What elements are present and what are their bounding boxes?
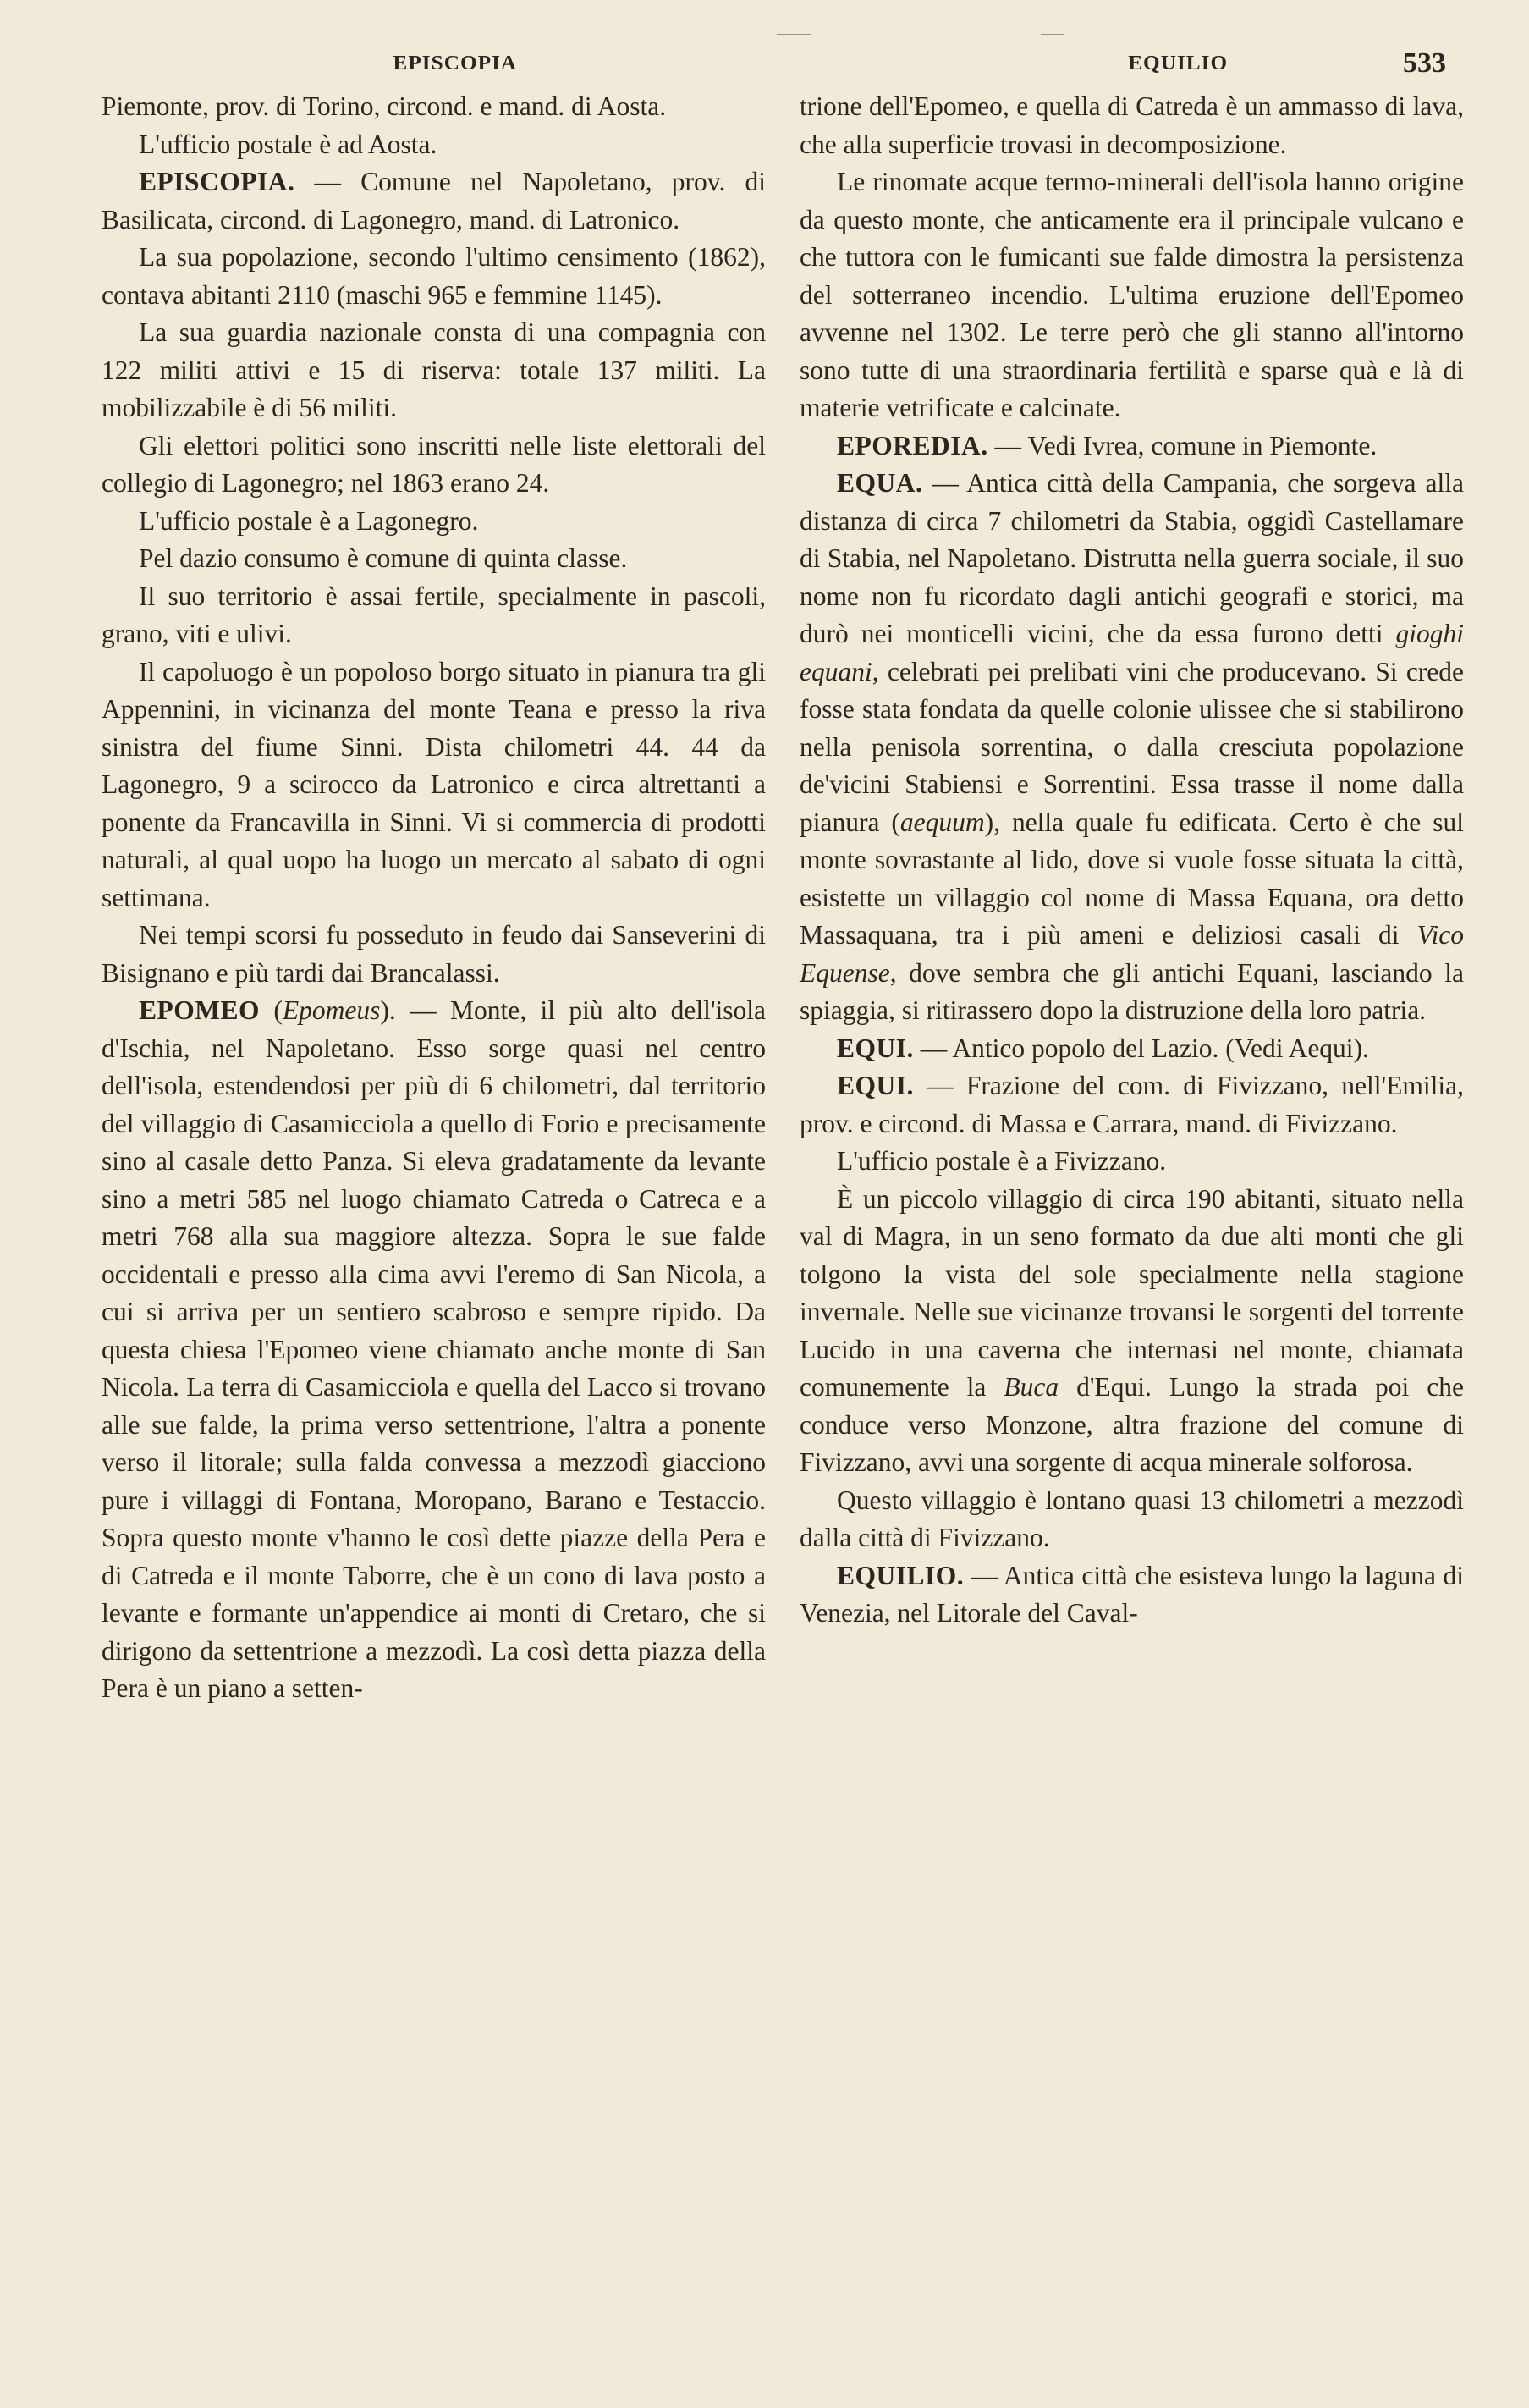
entry-equilio (800, 1557, 1464, 1633)
paragraph (800, 1181, 1464, 1482)
paragraph: Pel dazio consumo è comune di quinta classe. (139, 543, 628, 573)
entry-text: d'Equi. Lungo la strada poi che conduce verso Monzone, altra frazione del comune di Fivizzano, avvi una sorgente di acqua minerale solforosa. (800, 1372, 1464, 1477)
entry-text: — Vedi Ivrea, comune in Piemonte. (987, 430, 1378, 460)
entry-equa (800, 465, 1464, 1030)
entry-eporedia (800, 427, 1464, 466)
entry-headword: EQUA. (837, 468, 923, 498)
entry-headword: EPOREDIA. (837, 430, 988, 460)
italic-term: gioghi equani (800, 619, 1464, 686)
paragraph: Il suo territorio è assai fertile, specialmente in pascoli, grano, viti e ulivi. (102, 581, 766, 648)
entry-text: ), nella quale fu edificata. Certo è che sul monte sovrastante al lido, dove si vuole fosse situata la città, esistette un villaggio col nome di Massa Equana, ora detto Massaquana, tra i più ameni e deliziosi casali di (800, 807, 1464, 950)
entry-text: — Antica città della Campania, che sorgeva alla distanza di circa 7 chilometri da Stabia, oggidì Castellamare di Stabia, nel Napoletano. Distrutta nella guerra sociale, il suo nome non fu ricordato dagli antichi geografi e storici, ma durò nei monticelli vicini, che da essa furono detti (800, 468, 1464, 648)
entry-text: ( (260, 995, 283, 1025)
entry-text: — Comune nel Napoletano, prov. di Basilicata, circond. di Lagonegro, mand. di Latronico. (102, 167, 766, 234)
entry-text: È un piccolo villaggio di circa 190 abitanti, situato nella val di Magra, in un seno formato da due alti monti che gli tolgono la vista del sole specialmente nella stagione invernale. Nelle sue vicinanze trovansi le sorgenti del torrente Lucido in una caverna che internasi nel monte, chiamata comunemente la (800, 1183, 1464, 1402)
entry-headword: EQUI. (837, 1033, 914, 1063)
top-rule-mark (1041, 34, 1064, 35)
entry-headword: EPISCOPIA. (139, 167, 295, 196)
page-number: 533 (1403, 47, 1446, 79)
italic-term: aequum (899, 807, 985, 837)
entry-text: — Antico popolo del Lazio. (Vedi Aequi). (913, 1033, 1369, 1063)
latin-name: Epomeus (282, 995, 381, 1025)
left-column (102, 88, 766, 1708)
italic-term: Vico Equense (800, 920, 1464, 988)
entry-headword: EQUI. (837, 1071, 914, 1100)
paragraph: Nei tempi scorsi fu posseduto in feudo dai Sanseverini di Bisignano e più tardi dai Brancalassi. (102, 920, 766, 988)
entry-equi-people (800, 1030, 1464, 1068)
paragraph: La sua popolazione, secondo l'ultimo censimento (1862), contava abitanti 2110 (maschi 965 e femmine 1145). (102, 242, 766, 310)
entry-episcopia (102, 163, 766, 239)
entry-text: — Frazione del com. di Fivizzano, nell'Emilia, prov. e circond. di Massa e Carrara, mand. di Fivizzano. (800, 1071, 1464, 1138)
entry-equi-frazione (800, 1067, 1464, 1143)
entry-text: — Antica città che esisteva lungo la laguna di Venezia, nel Litorale del Caval- (800, 1560, 1464, 1628)
paragraph: Questo villaggio è lontano quasi 13 chilometri a mezzodì dalla città di Fivizzano. (800, 1485, 1464, 1552)
paragraph: L'ufficio postale è a Lagonegro. (139, 505, 479, 536)
entry-text: , dove sembra che gli antichi Equani, lasciando la spiaggia, si ritirassero dopo la distruzione della loro patria. (800, 957, 1464, 1025)
entry-text: ). — Monte, il più alto dell'isola d'Ischia, nel Napoletano. Esso sorge quasi nel centro dell'isola, estendendosi per più di 6 chilometri, dal territorio del villaggio di Casamicciola a quello di Forio e precisamente sino al casale detto Panza. Si eleva gradatamente da levante sino a metri 585 nel luogo chiamato Catreda o Catreca e a metri 768 alla sua maggiore altezza. Sopra le sue falde occidentali e presso alla cima avvi l'eremo di San Nicola, a cui si arriva per un sentiero scabroso e sempre ripido. Da questa chiesa l'Epomeo viene chiamato anche monte di San Nicola. La terra di Casamicciola e quella del Lacco si trovano alle sue falde, la prima verso settentrione, l'altra a ponente verso il litorale; sulla falda convessa a mezzodì giacciono pure i villaggi di Fontana, Moropano, Barano e Testaccio. Sopra questo monte v'hanno le così dette piazze della Pera e di Catreda e il monte Taborre, che è un cono di lava posto a levante e formante un'appendice ai monti di Cretaro, che si dirigono da settentrione a mezzodì. La così detta piazza della Pera è un piano a setten- (102, 995, 766, 1703)
paragraph: Il capoluogo è un popoloso borgo situato in pianura tra gli Appennini, in vicinanza del monte Teana e presso la riva sinistra del fiume Sinni. Dista chilometri 44. 44 da Lagonegro, 9 a scirocco da Latronico e circa altrettanti a ponente da Francavilla in Sinni. Vi si commercia di prodotti naturali, al qual uopo ha luogo un mercato al sabato di ogni settimana. (102, 656, 766, 912)
running-head-left: EPISCOPIA (393, 52, 518, 74)
running-head-right: EQUILIO (1128, 52, 1229, 74)
entry-headword: EQUILIO. (837, 1560, 965, 1590)
paragraph: trione dell'Epomeo, e quella di Catreda è un ammasso di lava, che alla superficie trovasi in decomposizione. (800, 91, 1464, 159)
paragraph: L'ufficio postale è a Fivizzano. (837, 1146, 1167, 1176)
paragraph: Gli elettori politici sono inscritti nelle liste elettorali del collegio di Lagonegro; nel 1863 erano 24. (102, 430, 766, 498)
paragraph: L'ufficio postale è ad Aosta. (139, 129, 437, 159)
top-rule-mark (777, 34, 811, 35)
italic-term: Buca (1004, 1372, 1059, 1402)
entry-headword: EPOMEO (139, 995, 260, 1025)
right-column (800, 88, 1464, 1633)
paragraph: La sua guardia nazionale consta di una compagnia con 122 militi attivi e 15 di riserva: totale 137 militi. La mobilizzabile è di 56 militi. (102, 317, 766, 422)
paragraph: Le rinomate acque termo-minerali dell'isola hanno origine da questo monte, che anticamente era il principale vulcano e che tuttora con le fumicanti sue falde dimostra la persistenza del sotterraneo incendio. L'ultima eruzione dell'Epomeo avvenne nel 1302. Le terre però che gli stanno all'intorno sono tutte di una straordinaria fertilità e sparse quà e là di materie vetrificate e calcinate. (800, 167, 1464, 422)
entry-text: , celebrati pei prelibati vini che producevano. Si crede fosse stata fondata da quelle colonie ulissee che si stabilirono nella penisola sorrentina, o dalla cresciuta popolazione de'vicini Stabiensi e Sorrentini. Essa trasse il nome dalla pianura ( (800, 656, 1464, 837)
entry-epomeo (102, 992, 766, 1708)
paragraph: Piemonte, prov. di Torino, circond. e mand. di Aosta. (102, 91, 667, 121)
